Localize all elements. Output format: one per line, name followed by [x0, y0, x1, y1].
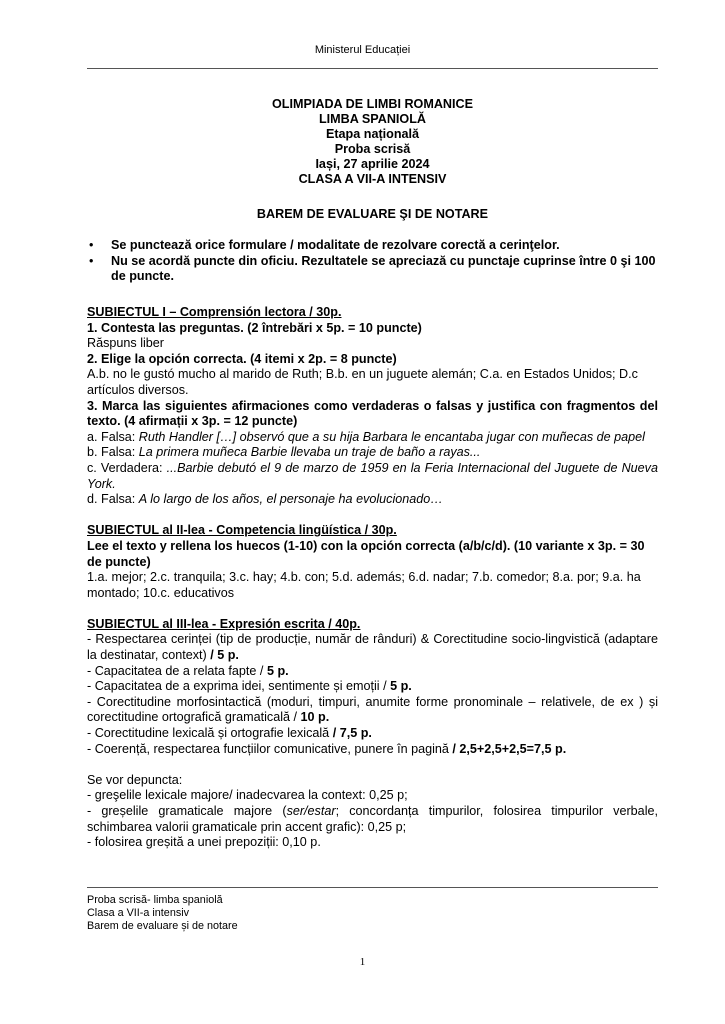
q3-answer-c	[87, 461, 658, 492]
barem-title: BAREM DE EVALUARE ŞI DE NOTARE	[256, 207, 489, 221]
criterion-5	[87, 726, 658, 742]
criterion-text: - Capacitatea de a exprima idei, sentimente și emoții /	[87, 679, 391, 694]
deduction-preposition: - folosirea greșită a unei prepoziții: 0,10 p.	[87, 835, 321, 850]
footer-line: Barem de evaluare și de notare	[87, 920, 238, 932]
deduction-title: Se vor depuncta:	[87, 772, 183, 787]
spacer	[87, 508, 658, 524]
criterion-score: 5 p.	[390, 679, 412, 694]
answer-quote: A lo largo de los años, el personaje ha evolucionado…	[138, 492, 443, 507]
section-2-instruction: Lee el texto y rellena los huecos (1-10) con la opción correcta (a/b/c/d). (10 variante x 3p. = 30 de puncte)	[87, 538, 645, 569]
criterion-1	[87, 632, 658, 663]
olympiad-title: OLIMPIADA DE LIMBI ROMANICE	[271, 97, 474, 111]
header-ministry: Ministerul Educației	[314, 44, 411, 56]
q3-answer-b	[87, 445, 658, 461]
rule-item: • Nu se acordă puncte din oficiu. Rezultatele se apreciază cu punctaje cuprinse între 0 şi 100 de puncte.	[87, 254, 658, 285]
section-3-heading: SUBIECTUL al III-lea - Expresión escrita / 40p.	[87, 616, 361, 631]
spacer	[87, 757, 658, 773]
criterion-3	[87, 679, 658, 695]
header-rule	[87, 68, 658, 69]
general-rules-list	[87, 238, 658, 285]
deduction-text: - greșelile gramaticale majore (	[87, 804, 287, 818]
criterion-text: - Corectitudine lexicală și ortografie lexicală	[87, 726, 333, 741]
answer-label: d. Falsa:	[87, 492, 139, 507]
answer-label: a. Falsa:	[87, 429, 139, 444]
q3-answer-d	[87, 492, 658, 508]
footer	[87, 894, 238, 933]
q1-heading: 1. Contesta las preguntas. (2 întrebări x 5p. = 10 puncte)	[87, 320, 422, 335]
q2-heading: 2. Elige la opción correcta. (4 itemi x 2p. = 8 puncte)	[87, 351, 397, 366]
stage-title: Etapa națională	[325, 127, 420, 141]
spacer	[87, 601, 658, 617]
barem-content	[87, 305, 658, 851]
answer-quote: La primera muñeca Barbie llevaba un traje de baño a rayas...	[138, 445, 481, 460]
criterion-6	[87, 742, 658, 758]
criterion-score: / 2,5+2,5+2,5=7,5 p.	[452, 741, 567, 756]
deduction-text: ; concordanța timpurilor, folosirea timpurilor verbale, schimbarea valorii gramaticale prin accent grafic): 0,25 p;	[87, 804, 658, 834]
page-number: 1	[359, 956, 366, 968]
q1-answer: Răspuns liber	[87, 336, 165, 351]
criterion-score: / 5 p.	[210, 648, 239, 663]
criterion-score: / 7,5 p.	[332, 726, 372, 741]
test-type-title: Proba scrisă	[334, 142, 411, 156]
answer-label: b. Falsa:	[87, 445, 139, 460]
q3-answer-a	[87, 430, 658, 446]
answer-quote: Ruth Handler […] observó que a su hija Barbara le encantaba jugar con muñecas de papel	[138, 429, 645, 444]
rule-item: • Se punctează orice formulare / modalitate de rezolvare corectă a cerinţelor.	[87, 238, 658, 254]
section-2-heading: SUBIECTUL al II-lea - Competencia lingüística / 30p.	[87, 523, 397, 538]
document-titles	[87, 97, 658, 187]
date-title: Iași, 27 aprilie 2024	[315, 157, 430, 171]
deduction-grammar	[87, 804, 658, 835]
q3-heading: 3. Marca las siguientes afirmaciones como verdaderas o falsas y justifica con fragmentos del texto. (4 afirmații x 3p. = 12 puncte)	[87, 398, 658, 429]
answer-label: c. Verdadera:	[87, 460, 167, 475]
footer-line: Clasa a VII-a intensiv	[87, 907, 190, 919]
deduction-lexical: - greşelile lexicale majore/ inadecvarea la context: 0,25 p;	[87, 788, 408, 803]
footer-rule	[87, 887, 658, 888]
criterion-text: - Corectitudine morfosintactică (moduri, timpuri, anumite forme pronominale – relativele, de ex ) și corectitudine ortografică gramaticală /	[87, 694, 658, 725]
criterion-score: 5 p.	[266, 663, 289, 678]
criterion-4	[87, 695, 658, 726]
criterion-text: - Respectarea cerinței (tip de producție, număr de rânduri) & Corectitudine socio-lingvistică (adaptare la destinatar, context)	[87, 632, 658, 663]
criterion-2	[87, 664, 658, 680]
language-title: LIMBA SPANIOLĂ	[318, 112, 427, 126]
criterion-text: - Coerență, respectarea funcțiilor comunicative, punere în pagină	[87, 741, 453, 756]
q2-answer: A.b. no le gustó mucho al marido de Ruth; B.b. en un juguete alemán; C.a. en Estados Unidos; D.c artículos diversos.	[87, 367, 638, 397]
section-2-answers: 1.a. mejor; 2.c. tranquila; 3.c. hay; 4.b. con; 5.d. además; 6.d. nadar; 7.b. comedor; 8.a. por; 9.a. ha montado; 10.c. educativos	[87, 570, 641, 600]
criterion-text: - Capacitatea de a relata fapte /	[87, 663, 267, 678]
answer-quote: ...Barbie debutó el 9 de marzo de 1959 en la Feria Internacional del Juguete de Nueva York.	[87, 460, 658, 491]
footer-line: Proba scrisă- limba spaniolă	[87, 894, 223, 906]
section-1-heading: SUBIECTUL I – Comprensión lectora / 30p.	[87, 305, 342, 319]
class-title: CLASA A VII-A INTENSIV	[298, 172, 447, 186]
criterion-score: 10 p.	[300, 710, 330, 725]
deduction-italic: ser/estar	[286, 804, 336, 818]
